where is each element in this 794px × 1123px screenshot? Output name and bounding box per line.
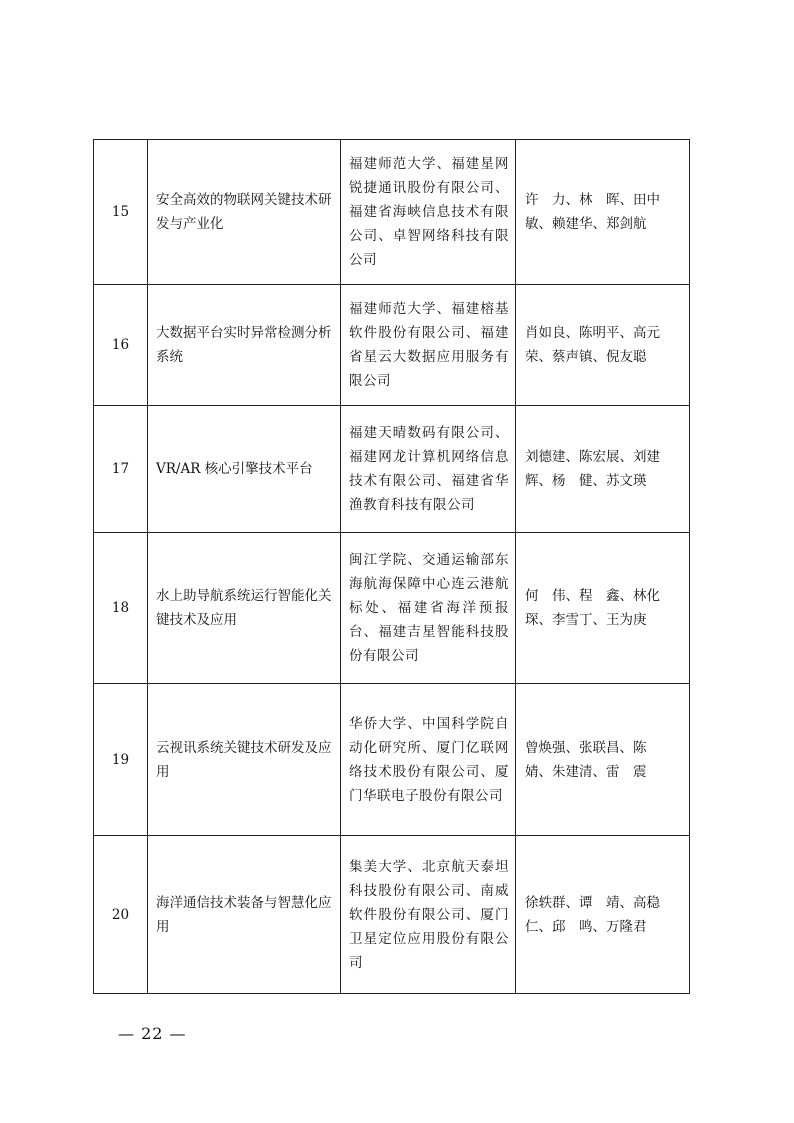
project-name: 云视讯系统关键技术研发及应用 [148, 684, 341, 836]
contributors: 徐轶群、谭 靖、高稳仁、邱 鸣、万隆君 [516, 836, 690, 994]
table-row [94, 684, 690, 836]
organizations: 福建师范大学、福建星网锐捷通讯股份有限公司、福建省海峡信息技术有限公司、卓智网络科技有限公司 [341, 140, 516, 285]
project-name: 水上助导航系统运行智能化关键技术及应用 [148, 533, 341, 684]
table-row [94, 406, 690, 533]
table-row [94, 140, 690, 285]
project-name: 大数据平台实时异常检测分析系统 [148, 285, 341, 406]
contributors: 何 伟、程 鑫、林化琛、李雪丁、王为庚 [516, 533, 690, 684]
organizations: 集美大学、北京航天泰坦科技股份有限公司、南威软件股份有限公司、厦门卫星定位应用股份有限公司 [341, 836, 516, 994]
organizations: 福建师范大学、福建榕基软件股份有限公司、福建省星云大数据应用服务有限公司 [341, 285, 516, 406]
contributors: 曾焕强、张联昌、陈 婧、朱建清、雷 震 [516, 684, 690, 836]
organizations: 福建天晴数码有限公司、福建网龙计算机网络信息技术有限公司、福建省华渔教育科技有限公司 [341, 406, 516, 533]
row-number: 15 [94, 140, 148, 285]
award-table [93, 139, 690, 994]
contributors: 肖如良、陈明平、高元荣、蔡声镇、倪友聪 [516, 285, 690, 406]
row-number: 19 [94, 684, 148, 836]
project-name: 海洋通信技术装备与智慧化应用 [148, 836, 341, 994]
table-row [94, 285, 690, 406]
table-row [94, 836, 690, 994]
organizations: 闽江学院、交通运输部东海航海保障中心连云港航标处、福建省海洋预报台、福建吉星智能科技股份有限公司 [341, 533, 516, 684]
row-number: 17 [94, 406, 148, 533]
contributors: 许 力、林 晖、田中敏、赖建华、郑剑航 [516, 140, 690, 285]
project-name: VR/AR 核心引擎技术平台 [148, 406, 341, 533]
page-number: — 22 — [118, 1024, 187, 1043]
row-number: 20 [94, 836, 148, 994]
row-number: 18 [94, 533, 148, 684]
table-row [94, 533, 690, 684]
project-name: 安全高效的物联网关键技术研发与产业化 [148, 140, 341, 285]
row-number: 16 [94, 285, 148, 406]
contributors: 刘德建、陈宏展、刘建辉、杨 健、苏文瑛 [516, 406, 690, 533]
organizations: 华侨大学、中国科学院自动化研究所、厦门亿联网络技术股份有限公司、厦门华联电子股份有限公司 [341, 684, 516, 836]
